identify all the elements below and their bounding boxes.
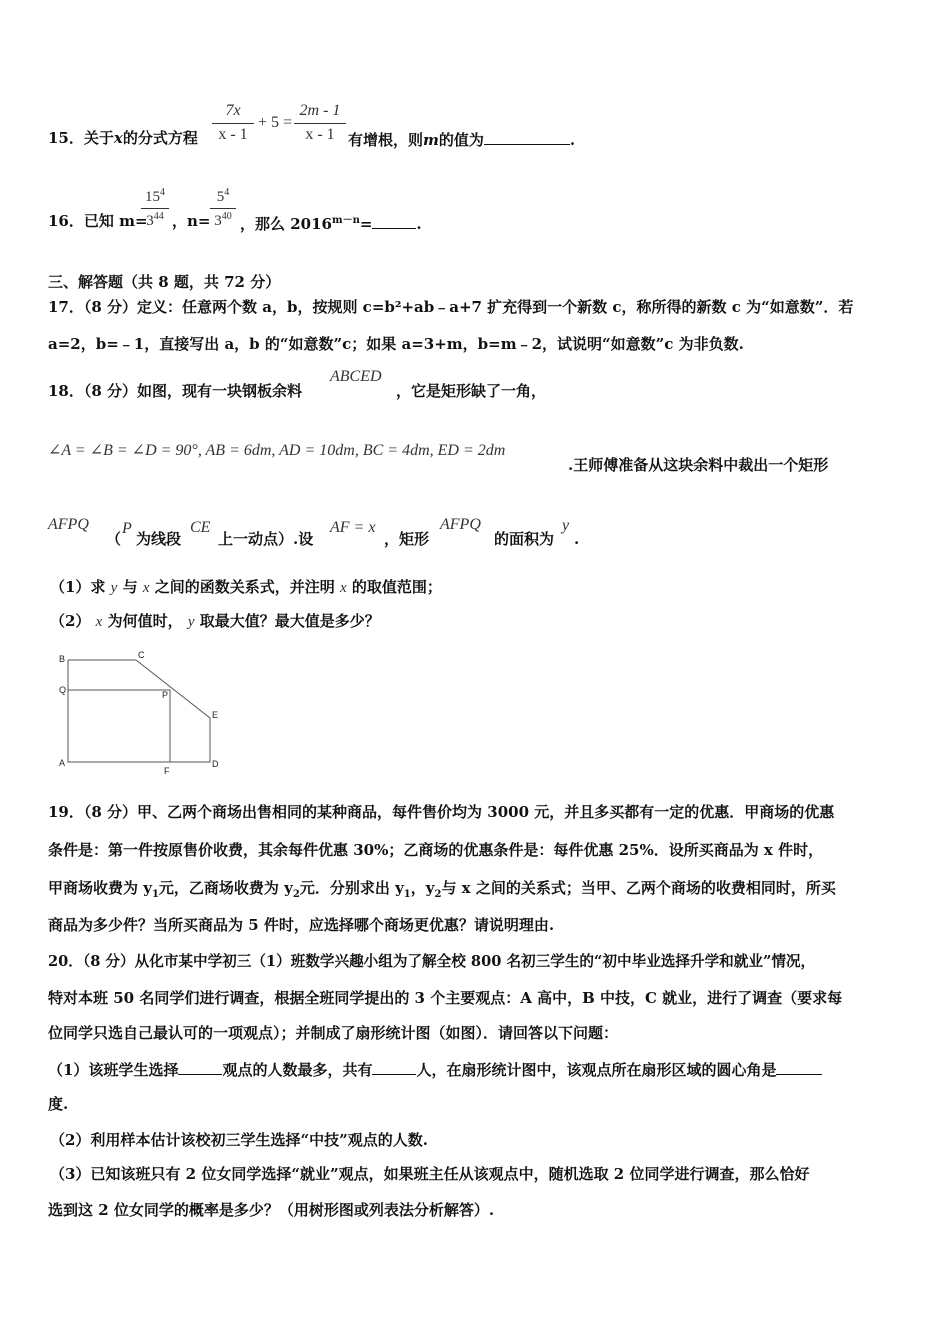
q18-line-3b: 为线段 [136,530,182,548]
q19-line-3 [48,878,836,905]
q20-line-1: 20．（8 分）从化市某中学初三（1）班数学兴趣小组为了解全校 800 名初三学生的“初中毕业选择升学和就业”情况， [48,953,816,970]
q18-sub1-x: x [142,580,150,596]
q15-fraction-2 [294,102,346,144]
figure-label-q: Q [59,685,67,695]
q16-n-num: 5 [216,189,225,205]
q20-line-2: 特对本班 50 名同学们进行调查，根据全班同学提出的 3 个主要观点：A 高中，B 中技，C 就业，进行了调查（要求每 [48,989,843,1007]
q19-line-4: 商品为多少件？当所买商品为 5 件时，应选择哪个商场更优惠？请说明理由. [48,916,555,934]
q16-tail [240,211,422,234]
q17-line-1: 17．（8 分）定义：任意两个数 a，b，按规则 c=b²+ab﹣a+7 扩充得到一个新数 c，称所得的新数 c 为“如意数”．若 [48,298,854,316]
q16-m-fraction [141,187,169,230]
q18-line-3a [106,529,121,549]
q20-sub2: （2）利用样本估计该校初三学生选择“中技”观点的人数. [50,1131,428,1149]
q18-sub2-a: （2） [50,612,91,630]
q18-line-3d: ，矩形 [384,530,430,548]
q19-sub-2: 2 [292,889,300,900]
q18-conditions: ∠A = ∠B = ∠D = 90°, AB = 6dm, AD = 10dm, BC = 4dm, ED = 2dm [48,442,506,459]
q16-n-num-exp: 4 [224,187,230,198]
q19-line3-b: 元，乙商场收费为 y [158,879,293,897]
q16-mid-text: ，n= [172,212,211,230]
q16-n-fraction [210,187,236,230]
q20-line-3: 位同学只选自己最认可的一项观点）；并制成了扇形统计图（如图）．请回答以下问题： [48,1024,619,1042]
q16-tail-text: ，那么 2016 [240,215,332,233]
q20-sub1-end: 度. [48,1095,69,1113]
q15-text-mid: 的分式方程 [122,129,198,147]
q20-sub1-a: （1）该班学生选择 [48,1061,179,1079]
q19-sub-1: 1 [151,889,159,900]
q18-rect-name: AFPQ [48,516,89,533]
q16-m-den: 3 [146,213,154,229]
q20-sub1 [48,1058,822,1080]
q18-sub1-c: 之间的函数关系式，并注明 [154,578,335,596]
figure-label-f: F [164,766,170,776]
q20-blank-1[interactable] [178,1058,222,1075]
q19-line3-a: 甲商场收费为 y [48,879,152,897]
figure-label-d: D [212,759,219,769]
q19-sub-2b: 2 [434,889,442,900]
figure-outline [68,660,210,762]
q16-n-den: 3 [214,213,222,229]
q16-n-den-exp: 40 [221,211,232,222]
q18-sub1-x2: x [339,580,347,596]
q18-line-3e: 的面积为 [494,530,555,548]
q19-line3-e: 与 x 之间的关系式；当甲、乙两个商场的收费相同时，所买 [441,879,836,897]
q15-frac2-denominator: x - 1 [305,126,335,143]
q18-sub2-x: x [95,614,103,630]
q16-mid [172,211,210,231]
q15-fraction-1 [212,102,254,144]
q20-sub3-line-2: 选到这 2 位女同学的概率是多少？（用树形图或列表法分析解答）. [48,1201,495,1219]
q16-m-den-exp: 44 [153,211,164,222]
q18-y-var: y [562,517,570,534]
q19-line3-d: ，y [410,879,435,897]
q18-line-1-tail: ，它是矩形缺了一角， [396,382,547,400]
q15-line [48,128,198,148]
q15-var-x: x [113,129,123,147]
q16-eq: = [359,215,373,233]
q18-sub2 [50,611,380,632]
q15-line-tail [348,128,575,150]
q19-line-2: 条件是：第一件按原售价收费，其余每件优惠 30%；乙商场的优惠条件是：每件优惠 25%．设所买商品为 x 件时， [48,841,824,859]
q18-p-var: P [122,520,132,537]
q16-m-num: 15 [145,189,160,205]
figure-label-e: E [212,710,219,720]
q18-sub2-y: y [187,614,195,630]
q15-end: . [569,131,576,149]
q18-sub2-c: 取最大值？最大值是多少？ [199,612,380,630]
q15-tail: 有增根，则 [348,131,424,149]
q18-line-3c: 上一动点）.设 [218,530,314,548]
q15-plus5-text: + 5 = [257,114,293,131]
q18-prefix: 18．（8 分）如图，现有一块钢板余料 [48,382,303,400]
q15-frac1-denominator: x - 1 [218,126,248,143]
q15-answer-blank[interactable] [484,128,570,145]
q15-var-m: m [423,131,439,149]
q20-sub1-b: 观点的人数最多，共有 [222,1061,373,1079]
figure-label-p: P [162,690,169,700]
q19-line-1: 19．（8 分）甲、乙两个商场出售相同的某种商品，每件售价均为 3000 元，并且多买都有一定的优惠．甲商场的优惠 [48,803,835,821]
q16-tail-exp: m－n [331,215,360,226]
q15-frac1-numerator: 7x [225,102,241,119]
q18-p-open: （ [106,530,122,548]
q20-blank-2[interactable] [372,1058,416,1075]
q15-frac2-numerator: 2m - 1 [299,102,341,119]
q18-sub1-a: （1）求 [50,578,106,596]
q16-line [48,211,148,231]
q16-m-num-exp: 4 [160,187,165,198]
q18-conditions-tail: .王师傅准备从这块余料中裁出一个矩形 [568,456,829,474]
q18-shape: ABCED [330,368,382,385]
section-title: 三、解答题（共 8 题，共 72 分） [48,273,281,291]
q16-answer-blank[interactable] [372,212,416,229]
q18-ce: CE [190,519,211,536]
q18-af-eq: AF = x [330,519,376,536]
q18-rect-name-2: AFPQ [440,516,481,533]
q18-figure [52,650,232,780]
figure-label-b: B [59,654,66,664]
q19-sub-1b: 1 [403,889,411,900]
q20-sub1-c: 人，在扇形统计图中，该观点所在扇形区域的圆心角是 [416,1061,777,1079]
figure-label-a: A [59,758,66,768]
q16-end: . [416,215,422,233]
q20-sub3-line-1: （3）已知该班只有 2 位女同学选择“就业”观点，如果班主任从该观点中，随机选取 2 位同学进行调查，那么恰好 [50,1165,810,1183]
q18-line-3-end: . [574,530,580,548]
q18-sub2-b: 为何值时， [107,612,183,630]
q18-sub1-y: y [110,580,118,596]
q18-sub1-b: 与 [122,578,138,596]
q17-line-2: a=2，b=﹣1，直接写出 a，b 的“如意数”c；如果 a=3+m，b=m﹣2，试说明“如意数”c 为非负数. [48,335,744,353]
q16-prefix: 16．已知 m= [48,212,148,230]
q18-line-1 [48,381,302,401]
q18-sub1 [50,577,442,598]
q15-tail2: 的值为 [438,131,484,149]
q19-line3-c: 元．分别求出 y [299,879,404,897]
figure-rectangle-afpq [68,690,170,762]
figure-label-c: C [138,650,145,660]
q18-sub1-d: 的取值范围； [351,578,442,596]
q15-plus5 [254,114,296,132]
q15-text: 15．关于 [48,129,114,147]
q20-blank-3[interactable] [776,1058,822,1075]
